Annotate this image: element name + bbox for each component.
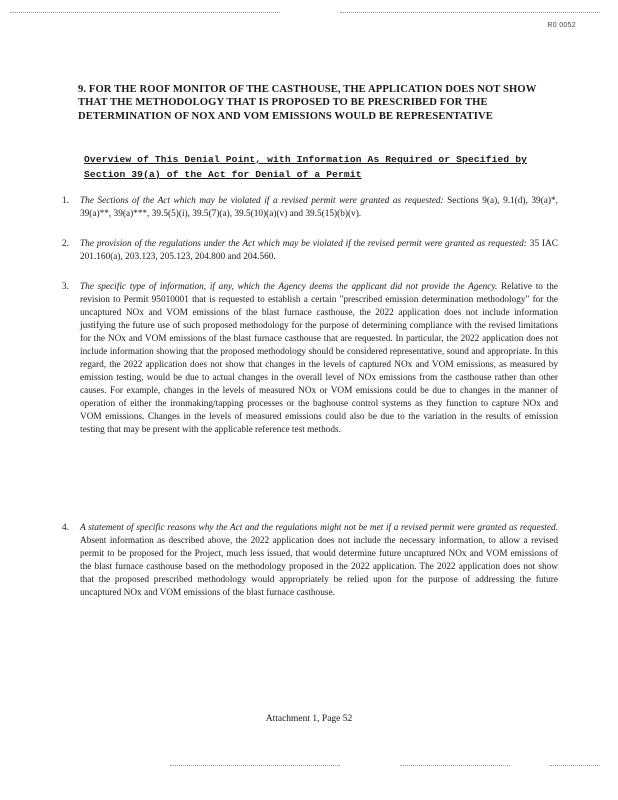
scan-artifact-bottom-left — [170, 765, 340, 766]
item-number: 4. — [62, 523, 69, 533]
scan-artifact-top-right — [340, 12, 600, 13]
item-body: 35 IAC 201.160(a), 203.123, 205.123, 204.800 and 204.560. — [80, 239, 558, 262]
item-number: 2. — [62, 239, 69, 249]
scan-artifact-bottom-mid — [400, 765, 510, 766]
item-text — [80, 522, 558, 600]
item-text — [80, 281, 558, 437]
overview-title: Overview of This Denial Point, with Information As Required or Specified by Section 39(a) of the Act for Denial of a Permit — [84, 154, 528, 180]
item-number: 3. — [62, 282, 69, 292]
page-footer: Attachment 1, Page 52 — [265, 714, 353, 724]
item-body: Absent information as described above, the 2022 application does not include the necessary information, to allow a revised permit to be proposed for the Project, much less issued, that would determine future uncaptured NOx and VOM emissions of the blast furnace casthouse based on the methodology proposed in the 2022 application. The 2022 application does not show that the proposed prescribed methodology would appropriately be relied upon for the purpose of addressing the future uncaptured NOx and VOM emissions of the blast furnace casthouse. — [80, 536, 558, 598]
item-text — [80, 195, 558, 221]
item-lead: The specific type of information, if any, which the Agency deems the applicant did not provide the Agency. — [80, 282, 498, 292]
item-body: Relative to the revision to Permit 95010001 that is requested to establish a certain "prescribed emission determination methodology" for the uncaptured NOx and VOM emissions of the blast furnace casthouse, the 2022 application does not include information justifying the future use of such proposed methodology for the purpose of determining compliance with the revised limitations for the NOx and VOM emissions of the blast furnace casthouse that are requested. In particular, the 2022 application does not include information showing that the proposed methodology should be considered representative, sound and appropriate. In this regard, the 2022 application does not show that changes in the levels of captured NOx and VOM emissions, as measured by emission testing, would be due to actual changes in the overall level of NOx emissions from the casthouse rather than other causes. For example, changes in the levels of measured NOx or VOM emissions could be due to changes in the manner of operation of either the ironmaking/tapping processes or the baghouse control systems as they function to capture NOx and VOM emissions. Changes in the levels of measured emissions could also be due to the variation in the results of emission testing that may be present with the applicable reference test methods. — [80, 282, 558, 435]
item-lead: The provision of the regulations under the Act which may be violated if the revised permit were granted as requested: — [80, 239, 527, 249]
scan-artifact-top-left — [10, 12, 280, 13]
scan-artifact-bottom-right — [550, 765, 600, 766]
item-text — [80, 238, 558, 264]
item-lead: A statement of specific reasons why the Act and the regulations might not be met if a revised permit were granted as requested. — [80, 523, 558, 533]
item-lead: The Sections of the Act which may be violated if a revised permit were granted as requested: — [80, 196, 444, 206]
section-heading: 9. FOR THE ROOF MONITOR OF THE CASTHOUSE, THE APPLICATION DOES NOT SHOW THAT THE METHODOLOGY THAT IS PROPOSED TO BE PRESCRIBED FOR THE DETERMINATION OF NOX AND VOM EMISSIONS WOULD BE REPRESENTATIVE — [78, 84, 537, 122]
item-number: 1. — [62, 196, 69, 206]
page-id: R0 0052 — [547, 22, 576, 29]
item-body: Sections 9(a), 9.1(d), 39(a)*, 39(a)**, 39(a)***, 39.5(5)(i), 39.5(7)(a), 39.5(10)(a)(v) and 39.5(15)(b)(v). — [80, 196, 558, 219]
